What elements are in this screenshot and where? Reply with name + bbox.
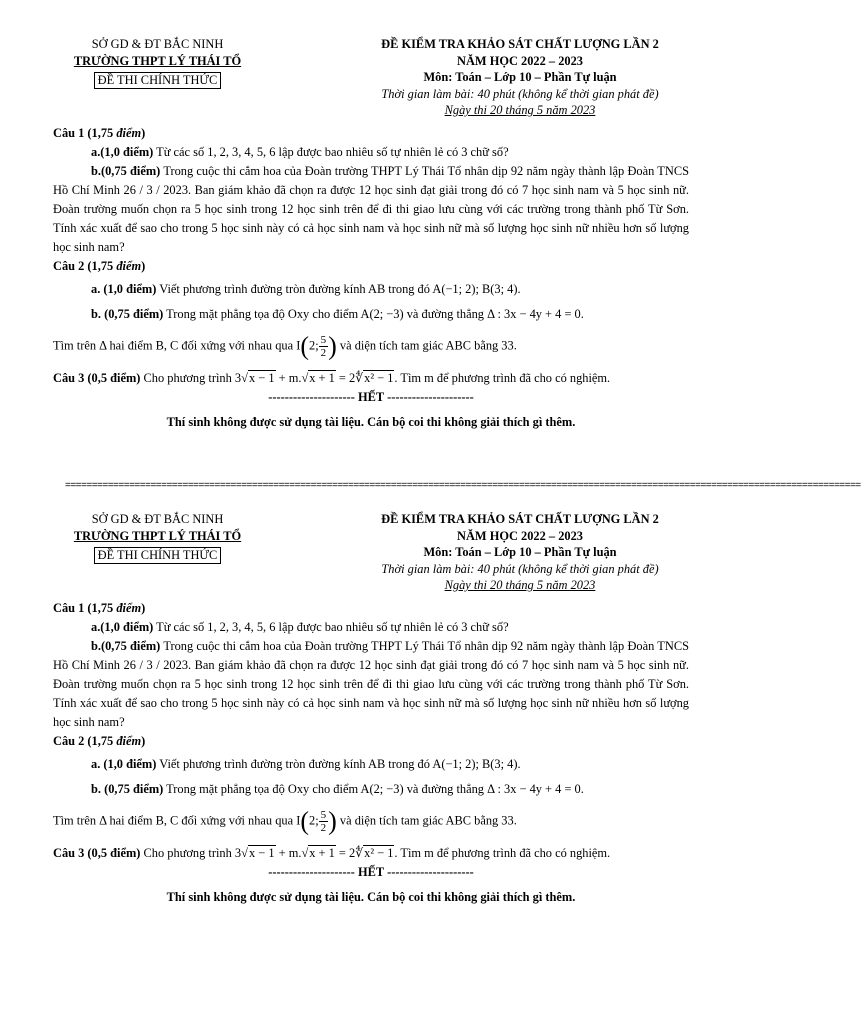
end-mark: --------------------- HẾT --------------------- (268, 865, 474, 879)
school-year: NĂM HỌC 2022 – 2023 (457, 528, 583, 543)
q2-part-a: a. (1,0 điểm) Viết phương trình đường tròn đường kính AB trong đó A(−1; 2); B(3; 4). (91, 282, 521, 296)
exam-body (53, 124, 689, 432)
header-right (340, 36, 700, 119)
header-left (50, 511, 265, 564)
exam-title: ĐỀ KIỂM TRA KHẢO SÁT CHẤT LƯỢNG LẦN 2 (381, 512, 659, 526)
header-left (50, 36, 265, 89)
official-label: ĐỀ THI CHÍNH THỨC (94, 547, 222, 564)
subject: Môn: Toán – Lớp 10 – Phần Tự luận (423, 545, 617, 559)
exam-header (0, 511, 725, 599)
q3: Câu 3 (0,5 điểm) Cho phương trình 3√x − 1 + m.√x + 1 = 2∜x² − 1. Tìm m để phương trình đã cho có nghiệm. (53, 371, 611, 385)
q2-part-b: b. (0,75 điểm) Trong mặt phẳng tọa độ Oxy cho điểm A(2; −3) và đường thẳng Δ : 3x − 4y + 4 = 0. (91, 307, 584, 321)
end-mark: --------------------- HẾT --------------------- (268, 390, 474, 404)
exam-body (53, 599, 689, 907)
q2-part-b: b. (0,75 điểm) Trong mặt phẳng tọa độ Oxy cho điểm A(2; −3) và đường thẳng Δ : 3x − 4y + 4 = 0. (91, 782, 584, 796)
fraction: $\frac{5}{2}$ (320, 334, 327, 359)
exam-title: ĐỀ KIỂM TRA KHẢO SÁT CHẤT LƯỢNG LẦN 2 (381, 37, 659, 51)
exam-header (0, 36, 725, 124)
exam-copy-1 (0, 36, 725, 429)
q2-title: Câu 2 (1,75 điểm) (53, 259, 146, 273)
time-limit: Thời gian làm bài: 40 phút (không kể thời gian phát đề) (381, 86, 659, 101)
q1-part-a: a.(1,0 điểm) Từ các số 1, 2, 3, 4, 5, 6 lập được bao nhiêu số tự nhiên lẻ có 3 chữ số? (91, 620, 509, 634)
time-limit: Thời gian làm bài: 40 phút (không kể thời gian phát đề) (381, 561, 659, 576)
q1-part-a: a.(1,0 điểm) Từ các số 1, 2, 3, 4, 5, 6 lập được bao nhiêu số tự nhiên lẻ có 3 chữ số? (91, 145, 509, 159)
q2-part-c: Tìm trên Δ hai điểm B, C đối xứng với nhau qua I(2; $\frac{5}{2}$ ) và diện tích tam giác ABC bằng 33. (53, 806, 517, 836)
footer-note: Thí sinh không được sử dụng tài liệu. Cán bộ coi thi không giải thích gì thêm. (166, 415, 576, 429)
dept-name: SỞ GD & ĐT BẮC NINH (91, 512, 224, 526)
q1-part-b: b.(0,75 điểm) Trong cuộc thi cắm hoa của Đoàn trường THPT Lý Thái Tổ nhân dịp 92 năm ngày thành lập Đoàn TNCS Hồ Chí Minh 26 / 3 / 2023. Ban giám khảo đã chọn ra được 12 học sinh đạt giải trong đó có 7 học sinh nam và 5 học sinh nữ. Đoàn trường muốn chọn ra 5 học sinh trong 12 học sinh trên để đi thi giao lưu cùng với các trường trong thành phố Từ Sơn. Tính xác xuất để sao cho trong 5 học sinh này có cả học sinh nam và học sinh nữ mà số lượng học sinh nữ nhiều hơn số lượng học sinh nam? (53, 639, 689, 729)
q1-title: Câu 1 (1,75 điểm) (53, 601, 146, 615)
school-name: TRƯỜNG THPT LÝ THÁI TỔ (73, 53, 242, 68)
dept-name: SỞ GD & ĐT BẮC NINH (91, 37, 224, 51)
exam-date: Ngày thi 20 tháng 5 năm 2023 (444, 578, 596, 592)
q2-part-c: Tìm trên Δ hai điểm B, C đối xứng với nhau qua I(2; $\frac{5}{2}$ ) và diện tích tam giác ABC bằng 33. (53, 331, 517, 361)
school-name: TRƯỜNG THPT LÝ THÁI TỔ (73, 528, 242, 543)
q1-title: Câu 1 (1,75 điểm) (53, 126, 146, 140)
fraction: $\frac{5}{2}$ (320, 809, 327, 834)
footer-note: Thí sinh không được sử dụng tài liệu. Cán bộ coi thi không giải thích gì thêm. (166, 890, 576, 904)
q1-part-b: b.(0,75 điểm) Trong cuộc thi cắm hoa của Đoàn trường THPT Lý Thái Tổ nhân dịp 92 năm ngày thành lập Đoàn TNCS Hồ Chí Minh 26 / 3 / 2023. Ban giám khảo đã chọn ra được 12 học sinh đạt giải trong đó có 7 học sinh nam và 5 học sinh nữ. Đoàn trường muốn chọn ra 5 học sinh trong 12 học sinh trên để đi thi giao lưu cùng với các trường trong thành phố Từ Sơn. Tính xác xuất để sao cho trong 5 học sinh này có cả học sinh nam và học sinh nữ mà số lượng học sinh nữ nhiều hơn số lượng học sinh nam? (53, 164, 689, 254)
exam-date: Ngày thi 20 tháng 5 năm 2023 (444, 103, 596, 117)
q3: Câu 3 (0,5 điểm) Cho phương trình 3√x − 1 + m.√x + 1 = 2∜x² − 1. Tìm m để phương trình đã cho có nghiệm. (53, 846, 611, 860)
q2-title: Câu 2 (1,75 điểm) (53, 734, 146, 748)
subject: Môn: Toán – Lớp 10 – Phần Tự luận (423, 70, 617, 84)
q2-part-a: a. (1,0 điểm) Viết phương trình đường tròn đường kính AB trong đó A(−1; 2); B(3; 4). (91, 757, 521, 771)
exam-copy-2 (0, 511, 725, 904)
header-right (340, 511, 700, 594)
school-year: NĂM HỌC 2022 – 2023 (457, 53, 583, 68)
official-label: ĐỀ THI CHÍNH THỨC (94, 72, 222, 89)
page-separator: ===================================================================================================================================================== (65, 480, 861, 491)
